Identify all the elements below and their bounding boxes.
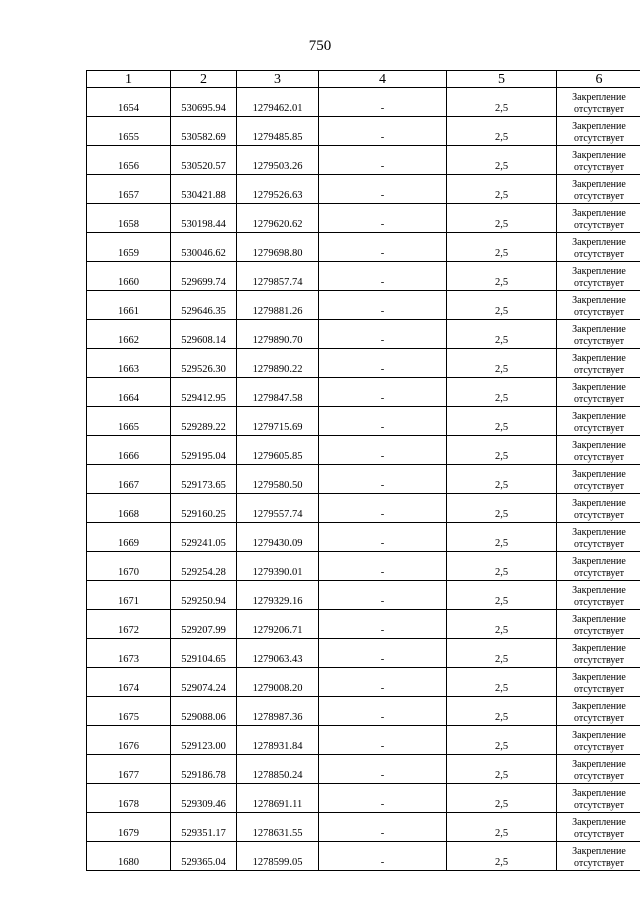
y-coordinate-cell: 1278931.84 [237, 726, 319, 755]
column-4-cell: - [319, 523, 447, 552]
fixing-note-line-1: Закрепление [572, 759, 626, 770]
fixing-note-line-2: отсутствует [573, 132, 625, 144]
fixing-note-line-2: отсутствует [573, 422, 625, 434]
fixing-note-line-1: Закрепление [572, 411, 626, 422]
table-row [87, 813, 640, 842]
table-row [87, 262, 640, 291]
fixing-note-cell [557, 349, 640, 378]
column-5-cell: 2,5 [447, 465, 557, 494]
fixing-note-line-1: Закрепление [572, 208, 626, 219]
fixing-note-line-2: отсутствует [573, 219, 625, 231]
point-number-cell: 1678 [87, 784, 171, 813]
fixing-note-line-1: Закрепление [572, 266, 626, 277]
column-5-cell: 2,5 [447, 291, 557, 320]
fixing-note-line-2: отсутствует [573, 596, 625, 608]
y-coordinate-cell: 1279890.22 [237, 349, 319, 378]
fixing-note-cell [557, 697, 640, 726]
fixing-note-line-2: отсутствует [573, 451, 625, 463]
x-coordinate-cell: 529309.46 [171, 784, 237, 813]
y-coordinate-cell: 1279580.50 [237, 465, 319, 494]
fixing-note-line-2: отсутствует [573, 625, 625, 637]
table-row [87, 146, 640, 175]
x-coordinate-cell: 530421.88 [171, 175, 237, 204]
fixing-note-line-2: отсутствует [573, 538, 625, 550]
column-5-cell: 2,5 [447, 726, 557, 755]
table-row [87, 204, 640, 233]
point-number-cell: 1664 [87, 378, 171, 407]
fixing-note-line-2: отсутствует [573, 741, 625, 753]
column-4-cell: - [319, 378, 447, 407]
column-4-cell: - [319, 494, 447, 523]
y-coordinate-cell: 1279390.01 [237, 552, 319, 581]
fixing-note-line-2: отсутствует [573, 828, 625, 840]
column-5-cell: 2,5 [447, 697, 557, 726]
fixing-note-cell [557, 784, 640, 813]
point-number-cell: 1674 [87, 668, 171, 697]
column-4-cell: - [319, 552, 447, 581]
y-coordinate-cell: 1279857.74 [237, 262, 319, 291]
fixing-note-cell [557, 204, 640, 233]
point-number-cell: 1670 [87, 552, 171, 581]
fixing-note-line-2: отсутствует [573, 103, 625, 115]
fixing-note-cell [557, 639, 640, 668]
column-header-3: 3 [237, 71, 319, 88]
y-coordinate-cell: 1279485.85 [237, 117, 319, 146]
x-coordinate-cell: 530520.57 [171, 146, 237, 175]
x-coordinate-cell: 529254.28 [171, 552, 237, 581]
column-5-cell: 2,5 [447, 494, 557, 523]
column-5-cell: 2,5 [447, 581, 557, 610]
fixing-note-line-2: отсутствует [573, 683, 625, 695]
column-4-cell: - [319, 581, 447, 610]
column-4-cell: - [319, 813, 447, 842]
table-header-row [87, 71, 640, 88]
column-4-cell: - [319, 697, 447, 726]
fixing-note-line-2: отсутствует [573, 335, 625, 347]
column-4-cell: - [319, 639, 447, 668]
column-5-cell: 2,5 [447, 407, 557, 436]
fixing-note-line-2: отсутствует [573, 567, 625, 579]
point-number-cell: 1676 [87, 726, 171, 755]
column-5-cell: 2,5 [447, 436, 557, 465]
y-coordinate-cell: 1279620.62 [237, 204, 319, 233]
x-coordinate-cell: 529412.95 [171, 378, 237, 407]
table-row [87, 842, 640, 871]
column-4-cell: - [319, 233, 447, 262]
x-coordinate-cell: 529123.00 [171, 726, 237, 755]
point-number-cell: 1662 [87, 320, 171, 349]
y-coordinate-cell: 1279881.26 [237, 291, 319, 320]
column-5-cell: 2,5 [447, 552, 557, 581]
column-header-5: 5 [447, 71, 557, 88]
point-number-cell: 1673 [87, 639, 171, 668]
point-number-cell: 1669 [87, 523, 171, 552]
table-row [87, 436, 640, 465]
fixing-note-line-1: Закрепление [572, 614, 626, 625]
column-4-cell: - [319, 175, 447, 204]
column-4-cell: - [319, 610, 447, 639]
fixing-note-line-1: Закрепление [572, 382, 626, 393]
column-4-cell: - [319, 117, 447, 146]
fixing-note-line-2: отсутствует [573, 857, 625, 869]
y-coordinate-cell: 1279430.09 [237, 523, 319, 552]
point-number-cell: 1658 [87, 204, 171, 233]
column-5-cell: 2,5 [447, 755, 557, 784]
fixing-note-line-1: Закрепление [572, 527, 626, 538]
x-coordinate-cell: 529365.04 [171, 842, 237, 871]
fixing-note-cell [557, 552, 640, 581]
table-row [87, 88, 640, 117]
column-4-cell: - [319, 349, 447, 378]
column-4-cell: - [319, 755, 447, 784]
column-4-cell: - [319, 407, 447, 436]
column-header-6: 6 [557, 71, 640, 88]
fixing-note-cell [557, 320, 640, 349]
fixing-note-cell [557, 668, 640, 697]
y-coordinate-cell: 1278850.24 [237, 755, 319, 784]
x-coordinate-cell: 529186.78 [171, 755, 237, 784]
fixing-note-cell [557, 436, 640, 465]
y-coordinate-cell: 1279206.71 [237, 610, 319, 639]
point-number-cell: 1660 [87, 262, 171, 291]
fixing-note-cell [557, 146, 640, 175]
point-number-cell: 1656 [87, 146, 171, 175]
fixing-note-line-1: Закрепление [572, 556, 626, 567]
fixing-note-line-1: Закрепление [572, 672, 626, 683]
column-5-cell: 2,5 [447, 204, 557, 233]
column-5-cell: 2,5 [447, 523, 557, 552]
x-coordinate-cell: 529160.25 [171, 494, 237, 523]
column-header-4: 4 [319, 71, 447, 88]
point-number-cell: 1677 [87, 755, 171, 784]
x-coordinate-cell: 529195.04 [171, 436, 237, 465]
point-number-cell: 1665 [87, 407, 171, 436]
table-row [87, 697, 640, 726]
x-coordinate-cell: 530695.94 [171, 88, 237, 117]
point-number-cell: 1657 [87, 175, 171, 204]
point-number-cell: 1654 [87, 88, 171, 117]
y-coordinate-cell: 1279557.74 [237, 494, 319, 523]
table-row [87, 726, 640, 755]
y-coordinate-cell: 1278691.11 [237, 784, 319, 813]
column-5-cell: 2,5 [447, 668, 557, 697]
point-number-cell: 1679 [87, 813, 171, 842]
y-coordinate-cell: 1279503.26 [237, 146, 319, 175]
fixing-note-line-1: Закрепление [572, 817, 626, 828]
fixing-note-line-1: Закрепление [572, 788, 626, 799]
x-coordinate-cell: 529088.06 [171, 697, 237, 726]
fixing-note-cell [557, 291, 640, 320]
point-number-cell: 1668 [87, 494, 171, 523]
table-row [87, 233, 640, 262]
coordinates-table [86, 70, 640, 871]
column-5-cell: 2,5 [447, 88, 557, 117]
table-body [87, 88, 640, 871]
fixing-note-line-1: Закрепление [572, 150, 626, 161]
fixing-note-line-2: отсутствует [573, 654, 625, 666]
fixing-note-line-1: Закрепление [572, 237, 626, 248]
fixing-note-cell [557, 610, 640, 639]
fixing-note-line-2: отсутствует [573, 248, 625, 260]
point-number-cell: 1663 [87, 349, 171, 378]
column-4-cell: - [319, 668, 447, 697]
fixing-note-cell [557, 494, 640, 523]
column-5-cell: 2,5 [447, 378, 557, 407]
column-4-cell: - [319, 726, 447, 755]
y-coordinate-cell: 1279462.01 [237, 88, 319, 117]
x-coordinate-cell: 529526.30 [171, 349, 237, 378]
fixing-note-line-1: Закрепление [572, 498, 626, 509]
column-5-cell: 2,5 [447, 639, 557, 668]
fixing-note-line-2: отсутствует [573, 799, 625, 811]
point-number-cell: 1667 [87, 465, 171, 494]
y-coordinate-cell: 1278631.55 [237, 813, 319, 842]
y-coordinate-cell: 1279063.43 [237, 639, 319, 668]
table-row [87, 494, 640, 523]
fixing-note-cell [557, 407, 640, 436]
fixing-note-cell [557, 233, 640, 262]
y-coordinate-cell: 1279715.69 [237, 407, 319, 436]
fixing-note-line-1: Закрепление [572, 295, 626, 306]
y-coordinate-cell: 1279890.70 [237, 320, 319, 349]
table-row [87, 117, 640, 146]
column-4-cell: - [319, 146, 447, 175]
point-number-cell: 1659 [87, 233, 171, 262]
column-5-cell: 2,5 [447, 813, 557, 842]
fixing-note-line-1: Закрепление [572, 92, 626, 103]
column-4-cell: - [319, 88, 447, 117]
fixing-note-cell [557, 523, 640, 552]
column-4-cell: - [319, 784, 447, 813]
point-number-cell: 1655 [87, 117, 171, 146]
x-coordinate-cell: 529173.65 [171, 465, 237, 494]
column-4-cell: - [319, 204, 447, 233]
table-row [87, 581, 640, 610]
fixing-note-line-2: отсутствует [573, 509, 625, 521]
fixing-note-cell [557, 813, 640, 842]
y-coordinate-cell: 1279847.58 [237, 378, 319, 407]
table-row [87, 523, 640, 552]
x-coordinate-cell: 529250.94 [171, 581, 237, 610]
point-number-cell: 1675 [87, 697, 171, 726]
x-coordinate-cell: 529104.65 [171, 639, 237, 668]
column-5-cell: 2,5 [447, 842, 557, 871]
fixing-note-line-2: отсутствует [573, 161, 625, 173]
column-5-cell: 2,5 [447, 117, 557, 146]
x-coordinate-cell: 529608.14 [171, 320, 237, 349]
column-4-cell: - [319, 436, 447, 465]
fixing-note-line-1: Закрепление [572, 846, 626, 857]
fixing-note-line-2: отсутствует [573, 306, 625, 318]
fixing-note-line-2: отсутствует [573, 712, 625, 724]
column-4-cell: - [319, 291, 447, 320]
table-row [87, 407, 640, 436]
fixing-note-line-1: Закрепление [572, 179, 626, 190]
table-row [87, 465, 640, 494]
column-5-cell: 2,5 [447, 349, 557, 378]
fixing-note-cell [557, 175, 640, 204]
fixing-note-line-2: отсутствует [573, 190, 625, 202]
point-number-cell: 1672 [87, 610, 171, 639]
y-coordinate-cell: 1278599.05 [237, 842, 319, 871]
column-5-cell: 2,5 [447, 146, 557, 175]
fixing-note-line-1: Закрепление [572, 585, 626, 596]
x-coordinate-cell: 530046.62 [171, 233, 237, 262]
column-4-cell: - [319, 465, 447, 494]
x-coordinate-cell: 529646.35 [171, 291, 237, 320]
fixing-note-line-1: Закрепление [572, 643, 626, 654]
column-header-1: 1 [87, 71, 171, 88]
fixing-note-line-1: Закрепление [572, 469, 626, 480]
table-row [87, 349, 640, 378]
column-4-cell: - [319, 842, 447, 871]
fixing-note-line-2: отсутствует [573, 770, 625, 782]
fixing-note-cell [557, 378, 640, 407]
fixing-note-line-1: Закрепление [572, 353, 626, 364]
fixing-note-cell [557, 581, 640, 610]
x-coordinate-cell: 529351.17 [171, 813, 237, 842]
y-coordinate-cell: 1279605.85 [237, 436, 319, 465]
fixing-note-line-1: Закрепление [572, 121, 626, 132]
y-coordinate-cell: 1279329.16 [237, 581, 319, 610]
fixing-note-line-1: Закрепление [572, 324, 626, 335]
fixing-note-cell [557, 88, 640, 117]
page-number: 750 [308, 38, 332, 54]
table-row [87, 668, 640, 697]
x-coordinate-cell: 529699.74 [171, 262, 237, 291]
fixing-note-cell [557, 117, 640, 146]
column-5-cell: 2,5 [447, 175, 557, 204]
table-row [87, 378, 640, 407]
fixing-note-cell [557, 465, 640, 494]
x-coordinate-cell: 530198.44 [171, 204, 237, 233]
column-5-cell: 2,5 [447, 610, 557, 639]
column-4-cell: - [319, 320, 447, 349]
fixing-note-cell [557, 755, 640, 784]
column-5-cell: 2,5 [447, 320, 557, 349]
column-5-cell: 2,5 [447, 262, 557, 291]
fixing-note-line-1: Закрепление [572, 701, 626, 712]
fixing-note-cell [557, 842, 640, 871]
fixing-note-line-2: отсутствует [573, 364, 625, 376]
x-coordinate-cell: 529289.22 [171, 407, 237, 436]
x-coordinate-cell: 529241.05 [171, 523, 237, 552]
fixing-note-cell [557, 726, 640, 755]
fixing-note-line-2: отсутствует [573, 393, 625, 405]
y-coordinate-cell: 1278987.36 [237, 697, 319, 726]
table-row [87, 610, 640, 639]
y-coordinate-cell: 1279526.63 [237, 175, 319, 204]
y-coordinate-cell: 1279698.80 [237, 233, 319, 262]
x-coordinate-cell: 530582.69 [171, 117, 237, 146]
column-5-cell: 2,5 [447, 784, 557, 813]
table-row [87, 291, 640, 320]
fixing-note-line-2: отсутствует [573, 480, 625, 492]
fixing-note-line-2: отсутствует [573, 277, 625, 289]
point-number-cell: 1666 [87, 436, 171, 465]
point-number-cell: 1680 [87, 842, 171, 871]
table-row [87, 784, 640, 813]
x-coordinate-cell: 529207.99 [171, 610, 237, 639]
table-row [87, 639, 640, 668]
table-row [87, 175, 640, 204]
column-5-cell: 2,5 [447, 233, 557, 262]
table-row [87, 552, 640, 581]
table-row [87, 755, 640, 784]
fixing-note-cell [557, 262, 640, 291]
point-number-cell: 1671 [87, 581, 171, 610]
y-coordinate-cell: 1279008.20 [237, 668, 319, 697]
column-header-2: 2 [171, 71, 237, 88]
column-4-cell: - [319, 262, 447, 291]
point-number-cell: 1661 [87, 291, 171, 320]
table-row [87, 320, 640, 349]
fixing-note-line-1: Закрепление [572, 730, 626, 741]
fixing-note-line-1: Закрепление [572, 440, 626, 451]
x-coordinate-cell: 529074.24 [171, 668, 237, 697]
